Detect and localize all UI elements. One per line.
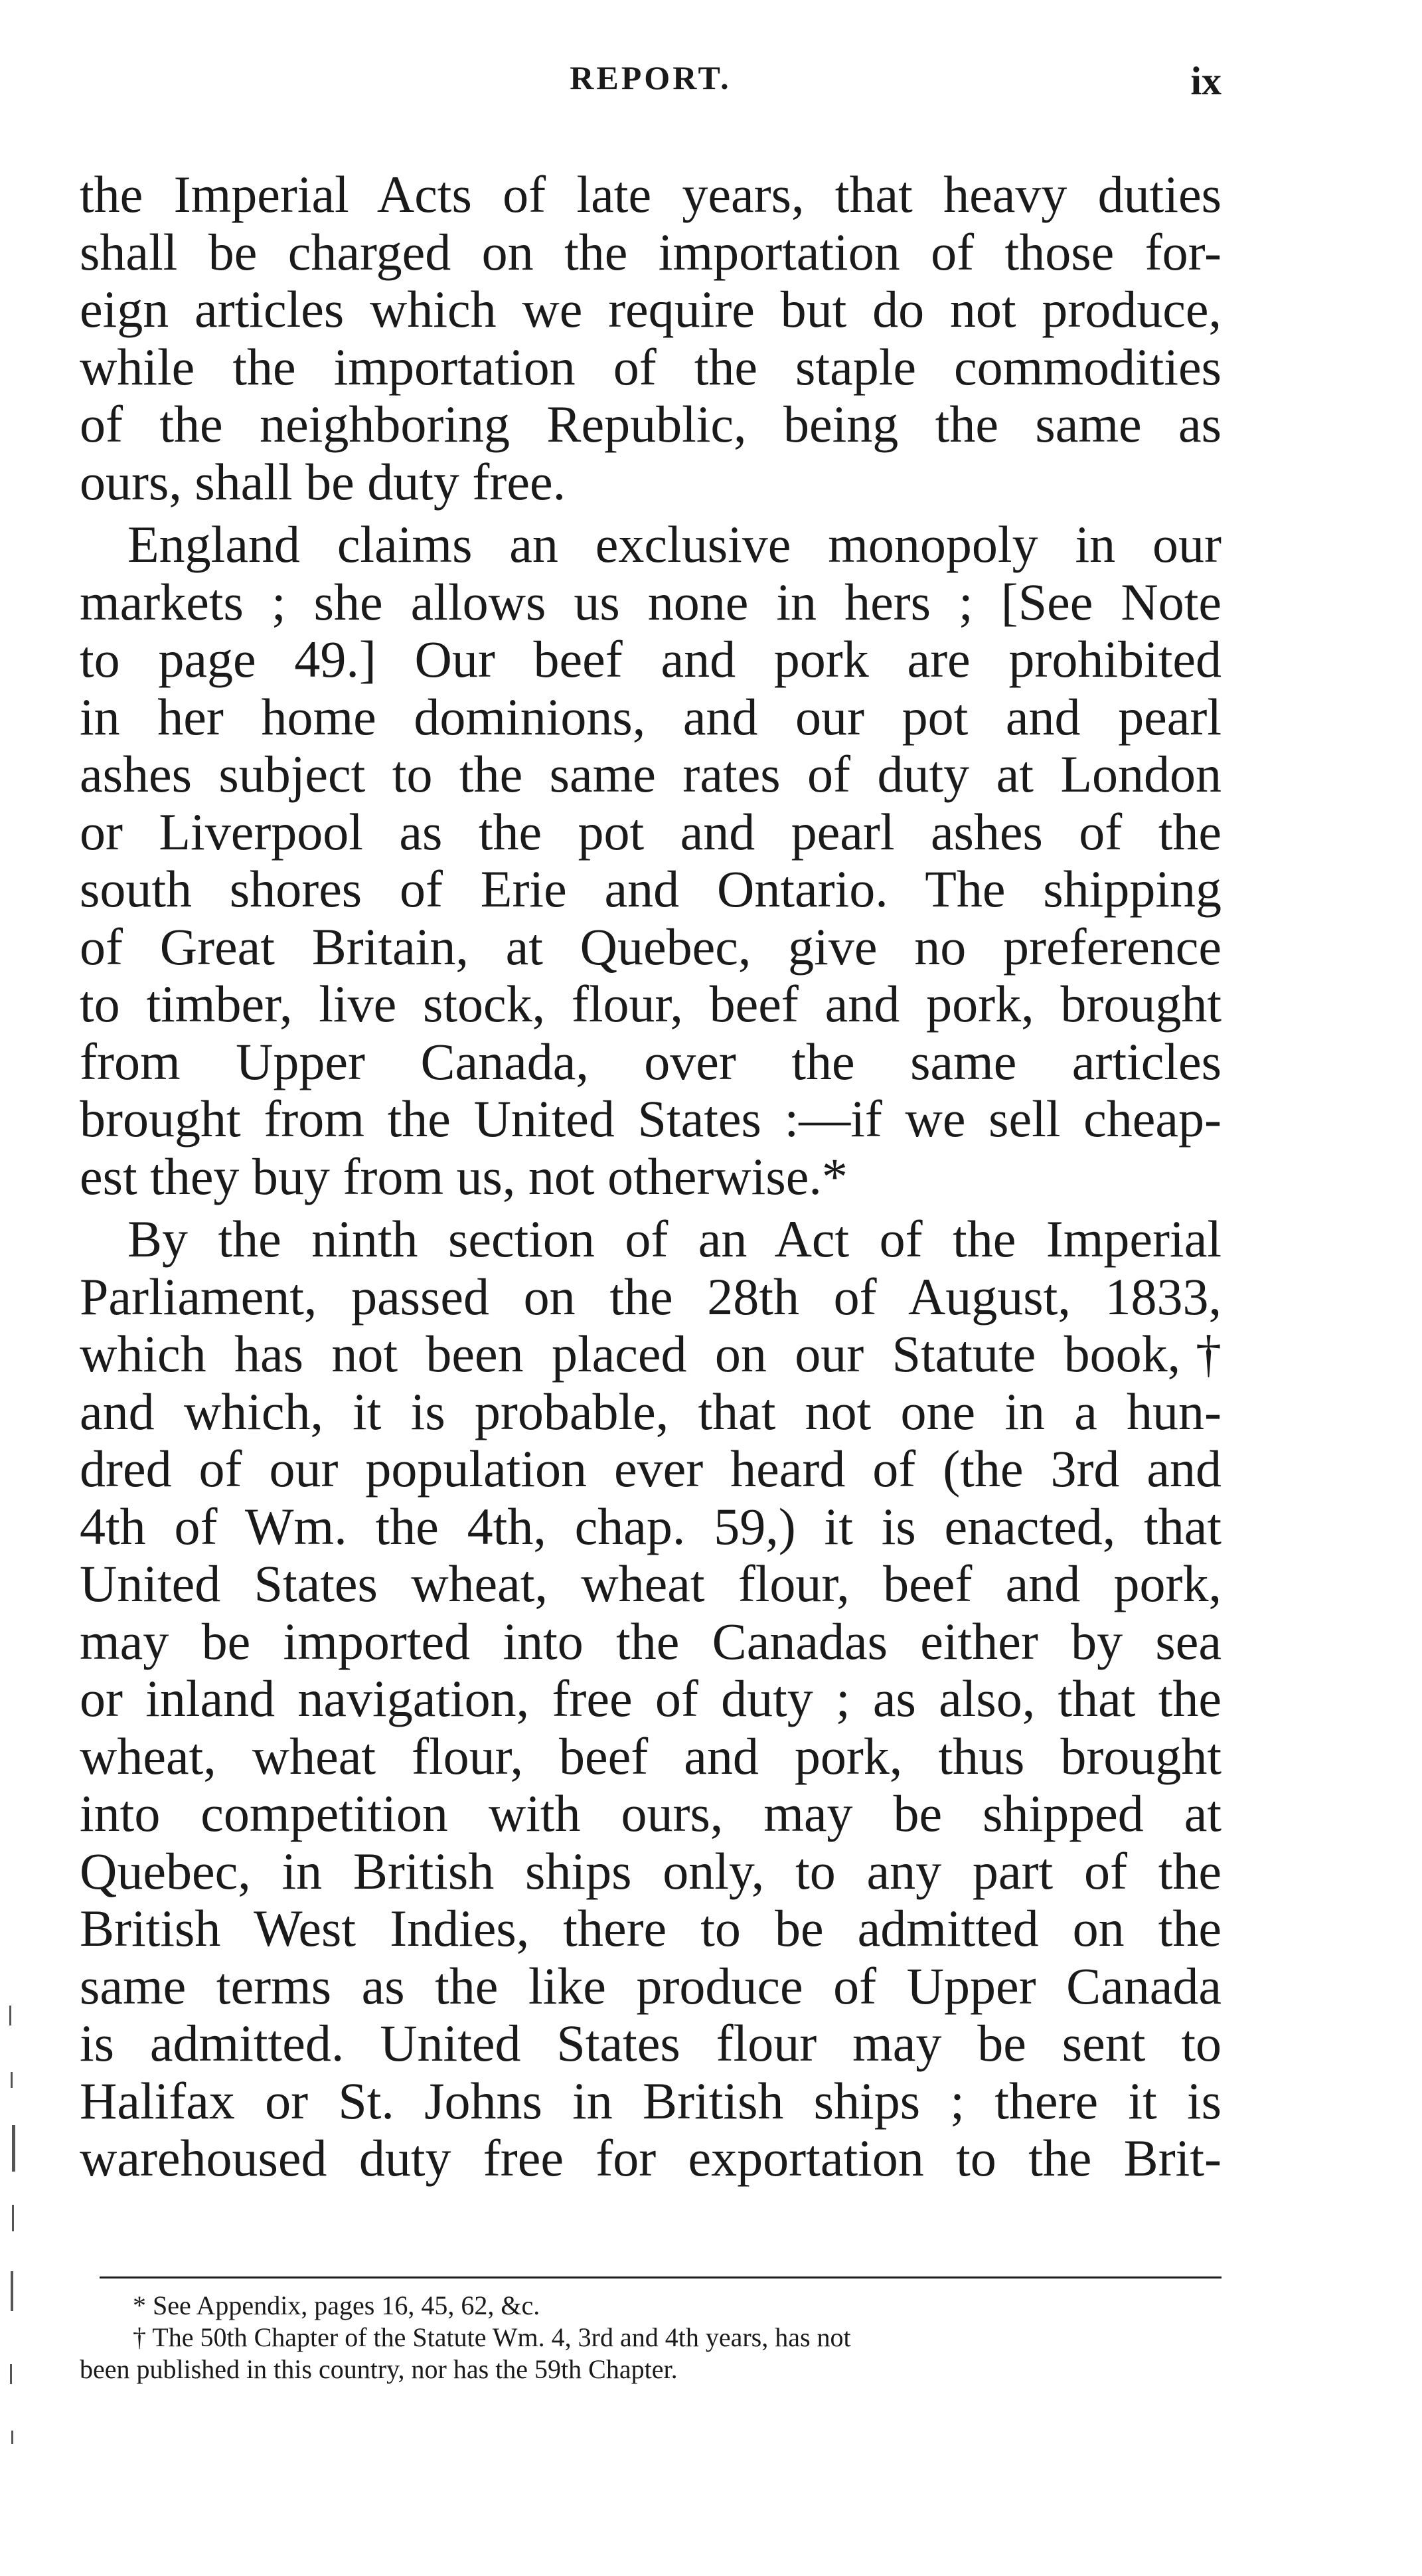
text-line: Parliament, passed on the 28th of August, 1833, — [80, 1267, 1222, 1326]
margin-mark — [11, 2431, 13, 2444]
text-line: Halifax or St. Johns in British ships ; there it is — [80, 2071, 1222, 2130]
text-line: wheat, wheat flour, beef and pork, thus brought — [80, 1727, 1222, 1785]
text-line: or inland navigation, free of duty ; as also, that the — [80, 1670, 1222, 1727]
text-line: England claims an exclusive monopoly in our — [127, 515, 1222, 573]
margin-mark — [11, 2271, 13, 2311]
text-line: Quebec, in British ships only, to any part of the — [80, 1842, 1222, 1900]
text-line: to page 49.] Our beef and pork are prohibited — [80, 630, 1222, 688]
body-text — [80, 166, 1222, 2193]
page-header — [80, 58, 1222, 118]
text-line: United States wheat, wheat flour, beef and pork, — [80, 1555, 1222, 1612]
margin-mark — [10, 2364, 12, 2384]
text-line: into competition with ours, may be shipped at — [80, 1784, 1222, 1842]
footnote-asterisk: * See Appendix, pages 16, 45, 62, &c. — [133, 2290, 540, 2320]
text-line: the Imperial Acts of late years, that heavy duties — [80, 165, 1222, 223]
text-line: may be imported into the Canadas either by sea — [80, 1612, 1222, 1670]
text-line: same terms as the like produce of Upper Canada — [80, 1956, 1222, 2015]
footnote-divider — [100, 2276, 1222, 2278]
text-line: from Upper Canada, over the same articles — [80, 1032, 1222, 1090]
text-line: of Great Britain, at Quebec, give no preference — [80, 917, 1222, 976]
paragraph-2 — [80, 516, 1222, 1205]
text-line: south shores of Erie and Ontario. The shipping — [80, 860, 1222, 918]
page-number: ix — [1190, 59, 1222, 103]
footnote-dagger-continued: been published in this country, nor has the 59th Chapter. — [80, 2354, 678, 2384]
paragraph-3 — [80, 1211, 1222, 2188]
running-title: REPORT. — [570, 59, 732, 96]
text-line: 4th of Wm. the 4th, chap. 59,) it is enacted, that — [80, 1497, 1222, 1555]
text-line: ashes subject to the same rates of duty at London — [80, 745, 1222, 803]
text-line: markets ; she allows us none in hers ; [See Note — [80, 572, 1222, 631]
text-line: is admitted. United States flour may be sent to — [80, 2014, 1222, 2072]
text-line: of the neighboring Republic, being the same as — [80, 395, 1222, 453]
text-line: warehoused duty free for exportation to the Brit- — [80, 2129, 1222, 2187]
text-line: dred of our population ever heard of (the 3rd and — [80, 1440, 1222, 1498]
scan-margin-marks — [7, 1926, 33, 2524]
paragraph-1 — [80, 166, 1222, 511]
text-line: brought from the United States :—if we sell cheap- — [80, 1090, 1222, 1148]
text-line: est they buy from us, not otherwise.* — [80, 1147, 848, 1205]
text-line: eign articles which we require but do not produce, — [80, 280, 1222, 338]
text-line: British West Indies, there to be admitted on the — [80, 1899, 1222, 1957]
text-line: in her home dominions, and our pot and pearl — [80, 687, 1222, 746]
margin-mark — [12, 2205, 14, 2231]
text-line: shall be charged on the importation of those for- — [80, 222, 1222, 281]
text-line: which has not been placed on our Statute book,† — [80, 1325, 1222, 1383]
footnotes — [80, 2290, 1222, 2385]
text-line: ours, shall be duty free. — [80, 452, 566, 511]
text-line: and which, it is probable, that not one in a hun- — [80, 1382, 1222, 1440]
text-line: or Liverpool as the pot and pearl ashes of the — [80, 802, 1222, 861]
text-line: to timber, live stock, flour, beef and pork, brought — [80, 975, 1222, 1033]
footnote-dagger: † The 50th Chapter of the Statute Wm. 4, 3rd and 4th years, has not — [133, 2322, 851, 2352]
text-line: while the importation of the staple commodities — [80, 337, 1222, 396]
text-line: By the ninth section of an Act of the Imperial — [127, 1210, 1222, 1268]
margin-mark — [11, 2072, 13, 2088]
margin-mark — [12, 2125, 15, 2172]
margin-mark — [9, 2006, 11, 2025]
